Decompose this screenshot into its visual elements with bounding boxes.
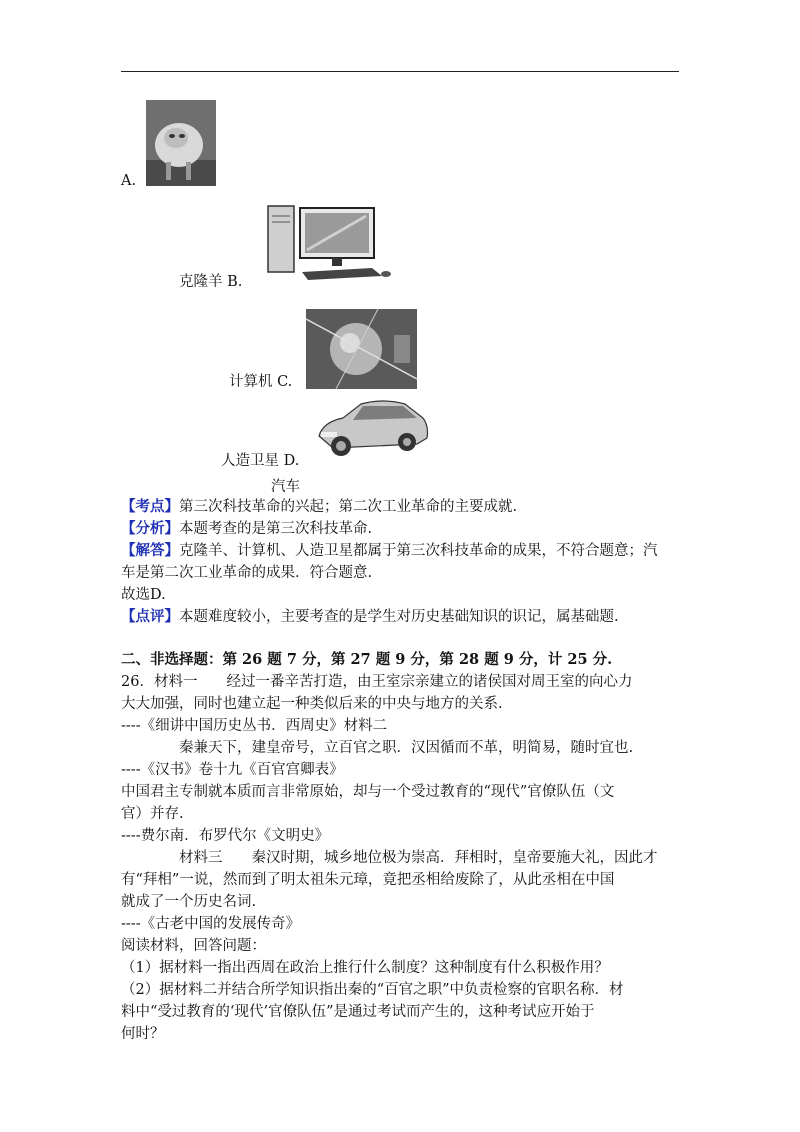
option-d-tail: 汽车 bbox=[271, 479, 300, 495]
section2-line: 大大加强，同时也建立起一种类似后来的中央与地方的关系. bbox=[121, 696, 503, 712]
option-b-caption: 克隆羊 B. bbox=[179, 274, 243, 290]
section2-heading: 二、非选择题：第 26 题 7 分，第 27 题 9 分，第 28 题 9 分，计 25 分. bbox=[121, 651, 613, 668]
option-c-caption: 计算机 C. bbox=[229, 374, 293, 390]
answer-line: 故选D. bbox=[121, 587, 166, 603]
dianping-line bbox=[121, 606, 619, 628]
satellite-image bbox=[306, 309, 417, 389]
sheep-image bbox=[146, 100, 216, 186]
fenxi-line bbox=[121, 518, 372, 540]
section2-line: 官）并存. bbox=[121, 806, 184, 822]
jieda-text-2: 车是第二次工业革命的成果．符合题意. bbox=[121, 565, 373, 581]
section2-line: 26．材料一 经过一番辛苦打造，由王室宗亲建立的诸侯国对周王室的向心力 bbox=[121, 674, 633, 690]
option-a-label: A. bbox=[121, 173, 137, 189]
section2-line: ----《古老中国的发展传奇》 bbox=[121, 916, 301, 932]
jieda-tag: 【解答】 bbox=[121, 542, 179, 559]
section2-line: 有“拜相”一说，然而到了明太祖朱元璋，竟把丞相给废除了，从此丞相在中国 bbox=[121, 872, 615, 888]
kaodian-text: 第三次科技革命的兴起；第二次工业革命的主要成就. bbox=[179, 499, 518, 515]
section2-line: ----费尔南．布罗代尔《文明史》 bbox=[121, 828, 330, 844]
section2-line: ----《细讲中国历史丛书．西周史》材料二 bbox=[121, 718, 388, 734]
section2-line: ----《汉书》卷十九《百官宫卿表》 bbox=[121, 762, 344, 778]
section2-line: 秦兼天下，建皇帝号，立百官之职．汉因循而不革，明简易，随时宜也. bbox=[121, 740, 634, 756]
section2-line: （2）据材料二并结合所学知识指出秦的“百官之职”中负责检察的官职名称．材 bbox=[121, 982, 624, 998]
fenxi-tag: 【分析】 bbox=[121, 520, 179, 537]
fenxi-text: 本题考查的是第三次科技革命. bbox=[179, 521, 373, 537]
kaodian-tag: 【考点】 bbox=[121, 498, 179, 515]
section2-line: 就成了一个历史名词. bbox=[121, 894, 257, 910]
section2-line: 何时？ bbox=[121, 1026, 165, 1042]
section2-line: 中国君主专制就本质而言非常原始，却与一个受过教育的“现代”官僚队伍（文 bbox=[121, 784, 615, 800]
jieda-text-1: 克隆羊、计算机、人造卫星都属于第三次科技革命的成果，不符合题意；汽 bbox=[179, 543, 658, 559]
section2-line: （1）据材料一指出西周在政治上推行什么制度？这种制度有什么积极作用？ bbox=[121, 960, 609, 976]
option-d-caption: 人造卫星 D. bbox=[221, 453, 300, 469]
car-image bbox=[313, 392, 431, 462]
header-rule bbox=[121, 71, 679, 72]
section2-line: 阅读材料，回答问题： bbox=[121, 938, 266, 954]
kaodian-line bbox=[121, 496, 517, 518]
computer-image bbox=[262, 202, 394, 280]
dianping-text: 本题难度较小，主要考查的是学生对历史基础知识的识记，属基础题. bbox=[179, 609, 619, 625]
section2-line: 料中“受过教育的‘现代’官僚队伍”是通过考试而产生的，这种考试应开始于 bbox=[121, 1004, 595, 1020]
dianping-tag: 【点评】 bbox=[121, 608, 179, 625]
section2-line: 材料三 秦汉时期，城乡地位极为崇高．拜相时，皇帝要施大礼，因此才 bbox=[121, 850, 658, 866]
jieda-line bbox=[121, 540, 658, 562]
